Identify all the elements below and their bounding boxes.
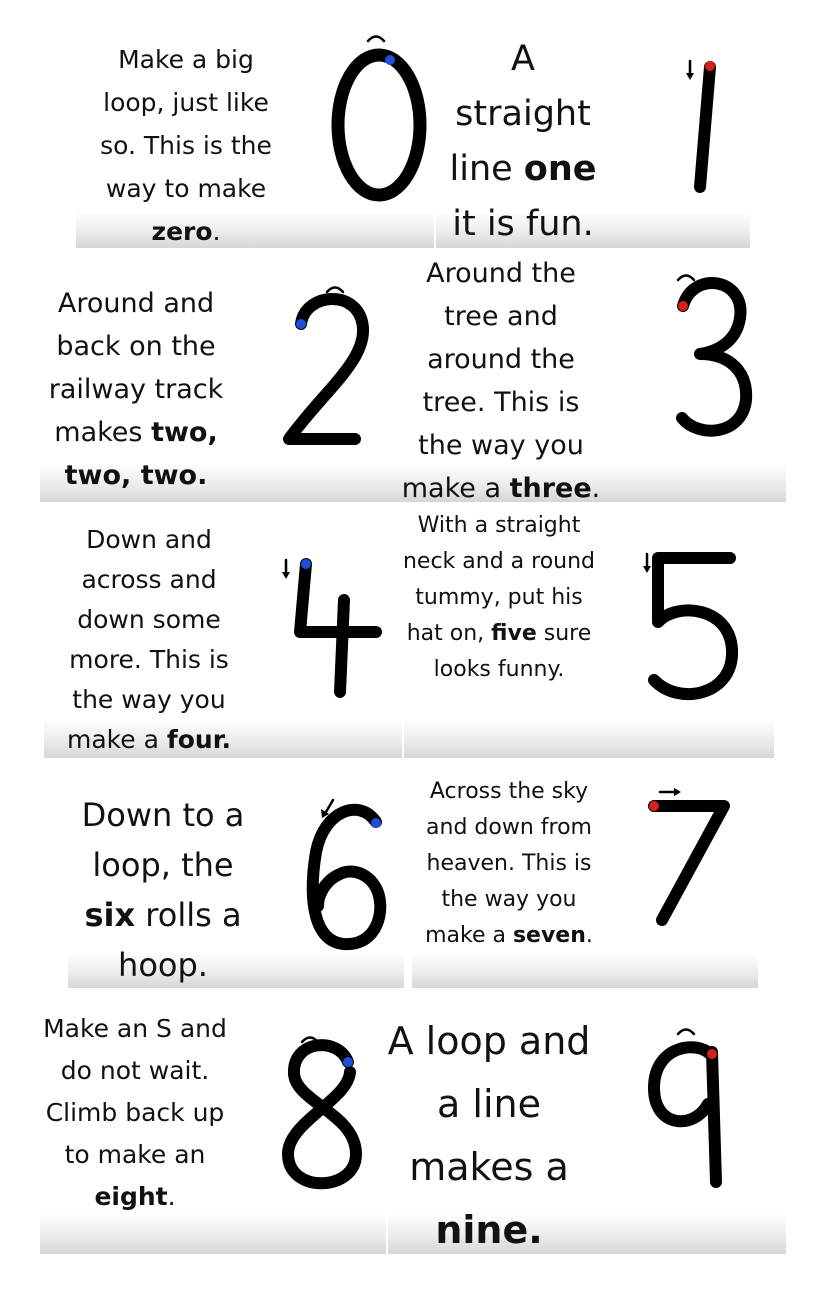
card-7-number-word: seven bbox=[512, 923, 586, 948]
card-7-rhyme-text: Across the sky and down from heaven. This is the way you make a bbox=[425, 779, 592, 948]
card-3-direction-arc bbox=[678, 276, 694, 281]
card-3-rhyme-end: . bbox=[591, 473, 601, 504]
card-1-rhyme-end: it is fun. bbox=[452, 204, 594, 244]
card-2-direction-arc bbox=[327, 288, 343, 293]
card-7-start-dot bbox=[649, 801, 659, 811]
card-8-start-dot bbox=[343, 1057, 353, 1067]
card-6-rhyme bbox=[68, 790, 258, 990]
digit-5-glyph bbox=[638, 546, 748, 706]
card-2-rhyme-text: Around and back on the railway track makes bbox=[48, 288, 224, 448]
digit-8-glyph bbox=[272, 1030, 372, 1210]
card-4-rhyme-text: Down and across and down some more. This is the way you make a bbox=[67, 525, 229, 754]
card-8-number-word: eight bbox=[94, 1182, 168, 1211]
digit-6-glyph bbox=[300, 790, 400, 960]
card-5-rhyme bbox=[402, 508, 596, 688]
card-6-number-word: six bbox=[84, 896, 136, 934]
card-3-start-dot bbox=[678, 301, 688, 311]
card-4-number-word: four bbox=[166, 725, 222, 754]
card-6-direction-arrow bbox=[326, 800, 333, 812]
card-0-rhyme-end: . bbox=[212, 217, 221, 246]
card-1-number-word: one bbox=[523, 149, 597, 189]
card-4-start-dot bbox=[301, 559, 311, 569]
digit-4-glyph bbox=[276, 552, 386, 702]
card-1-start-dot bbox=[705, 61, 715, 71]
card-9-rhyme-end: . bbox=[528, 1208, 543, 1252]
card-0-rhyme bbox=[92, 38, 280, 253]
card-7-rhyme-end: . bbox=[585, 923, 593, 948]
card-2-start-dot bbox=[296, 319, 306, 329]
digit-9-glyph bbox=[640, 1024, 740, 1204]
card-3-rhyme bbox=[398, 252, 604, 510]
card-1-rhyme bbox=[438, 32, 608, 252]
digit-0-glyph bbox=[318, 28, 438, 208]
card-0-number-word: zero bbox=[151, 217, 213, 246]
card-7-rhyme bbox=[414, 774, 604, 954]
card-3-rhyme-text: Around the tree and around the tree. This is the way you make a bbox=[401, 258, 584, 504]
card-9-rhyme-text: A loop and a line makes a bbox=[387, 1019, 591, 1189]
digit-7-glyph bbox=[640, 784, 740, 934]
digit-3-glyph bbox=[668, 268, 758, 448]
digit-2-glyph bbox=[275, 272, 385, 452]
card-2-rhyme bbox=[38, 282, 234, 497]
digit-1-glyph bbox=[680, 55, 730, 205]
card-2-number-word: two, bbox=[151, 417, 218, 448]
card-5-number-word: five bbox=[491, 621, 537, 646]
card-0-direction-arc bbox=[368, 37, 384, 42]
card-6-start-dot bbox=[371, 818, 381, 828]
card-4-rhyme-end: . bbox=[221, 725, 231, 754]
card-9-start-dot bbox=[707, 1049, 717, 1059]
card-3-number-word: three bbox=[509, 473, 592, 504]
card-9-rhyme bbox=[384, 1010, 594, 1262]
card-0-start-dot bbox=[385, 55, 395, 65]
card-4-rhyme bbox=[54, 520, 244, 760]
card-5-rhyme-end: sure looks funny. bbox=[433, 621, 592, 682]
card-6-rhyme-end: rolls a hoop. bbox=[118, 896, 242, 984]
card-8-rhyme bbox=[40, 1008, 230, 1218]
card-9-number-word: nine bbox=[435, 1208, 529, 1252]
card-8-rhyme-text: Make an S and do not wait. Climb back up to make an bbox=[43, 1014, 227, 1169]
card-8-rhyme-end: . bbox=[167, 1182, 176, 1211]
card-9-direction-arc bbox=[678, 1030, 694, 1035]
card-5-rhyme-text: With a straight neck and a round tummy, put his hat on, bbox=[402, 513, 596, 646]
card-0-rhyme-text: Make a big loop, just like so. This is the way to make bbox=[100, 45, 272, 203]
card-6-rhyme-text: Down to a loop, the bbox=[81, 796, 245, 884]
card-2-rhyme-end: two, two. bbox=[64, 460, 208, 491]
card-1-rhyme-text: A straight line bbox=[449, 39, 591, 189]
